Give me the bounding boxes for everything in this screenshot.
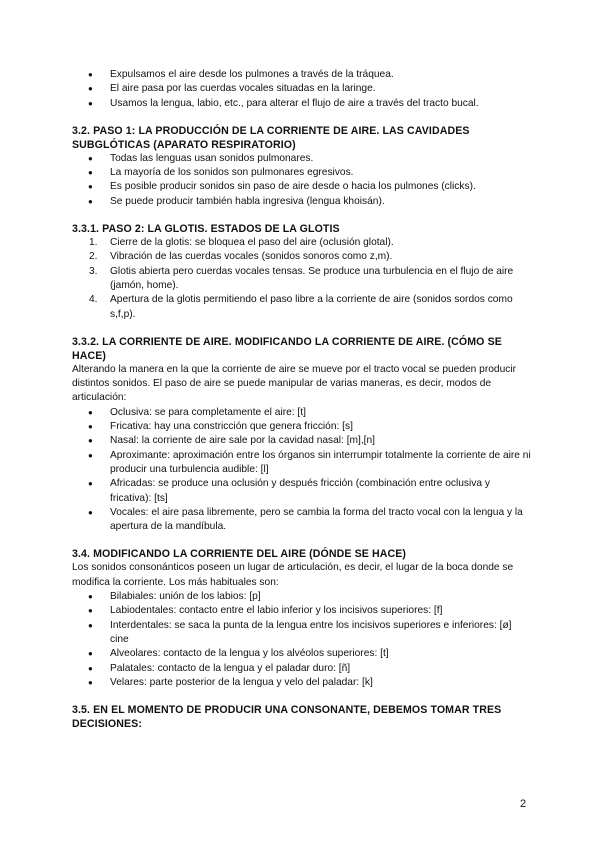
- section-heading-3-2: 3.2. PASO 1: LA PRODUCCIÓN DE LA CORRIENTE DE AIRE. LAS CAVIDADES SUBGLÓTICAS (APARATO RESPIRATORIO): [72, 124, 470, 151]
- list-item-text: Cierre de la glotis: se bloquea el paso del aire (oclusión glotal).: [110, 237, 394, 249]
- list-item: ● Oclusiva: se para completamente el aire: [t]: [72, 406, 532, 420]
- list-item: ● Labiodentales: contacto entre el labio inferior y los incisivos superiores: [f]: [72, 604, 532, 618]
- list-item: ● Interdentales: se saca la punta de la lengua entre los incisivos superiores e inferiores: [ø] cine: [72, 619, 532, 648]
- section-heading-3-3-2: 3.3.2. LA CORRIENTE DE AIRE. MODIFICANDO LA CORRIENTE DE AIRE. (CÓMO SE HACE): [72, 335, 502, 362]
- list-item: ● Fricativa: hay una constricción que genera fricción: [s]: [72, 420, 532, 434]
- section-heading-3-5: 3.5. EN EL MOMENTO DE PRODUCIR UNA CONSONANTE, DEBEMOS TOMAR TRES DECISIONES:: [72, 704, 502, 731]
- list-item: ● Alveolares: contacto de la lengua y los alvéolos superiores: [t]: [72, 647, 532, 661]
- list-item: ● Es posible producir sonidos sin paso de aire desde o hacia los pulmones (clicks).: [72, 180, 532, 194]
- list-item: ● Expulsamos el aire desde los pulmones a través de la tráquea.: [72, 68, 532, 82]
- list-item-text: Apertura de la glotis permitiendo el paso libre a la corriente de aire (sonidos sordos como s,f,p).: [110, 294, 513, 320]
- list-item: ● Palatales: contacto de la lengua y el paladar duro: [ñ]: [72, 662, 532, 676]
- section-heading-3-4: 3.4. MODIFICANDO LA CORRIENTE DEL AIRE (DÓNDE SE HACE): [72, 548, 407, 561]
- list-item: [72, 293, 532, 322]
- list-number: 4.: [89, 294, 98, 306]
- section-3-3-2-paragraph: Alterando la manera en la que la corriente de aire se mueve por el tracto vocal se pueden producir distintos sonidos. El paso de aire se puede manipular de varias maneras, es decir, modos de articulación:: [72, 363, 516, 404]
- list-item: ● Bilabiales: unión de los labios: [p]: [72, 590, 532, 604]
- section-3-2-bullet-list: [72, 152, 532, 209]
- list-item: ● Velares: parte posterior de la lengua y velo del paladar: [k]: [72, 676, 532, 690]
- list-item-text: Vibración de las cuerdas vocales (sonidos sonoros como z,m).: [110, 251, 393, 263]
- list-item: [72, 265, 532, 294]
- page-number: 2: [520, 798, 527, 810]
- list-item: ● Se puede producir también habla ingresiva (lengua khoisán).: [72, 195, 532, 209]
- list-item: ● El aire pasa por las cuerdas vocales situadas en la laringe.: [72, 82, 532, 96]
- list-item: [72, 250, 532, 264]
- list-item: ● Todas las lenguas usan sonidos pulmonares.: [72, 152, 532, 166]
- list-number: 2.: [89, 251, 98, 263]
- list-item-text: Glotis abierta pero cuerdas vocales tensas. Se produce una turbulencia en el flujo de aire (jamón, home).: [110, 265, 514, 291]
- page-content: [72, 68, 532, 731]
- section-3-4-bullet-list: [72, 590, 532, 690]
- list-item: ● Aproximante: aproximación entre los órganos sin interrumpir totalmente la corriente de aire ni producir una turbulencia audible: [l]: [72, 449, 532, 478]
- intro-bullet-list: [72, 68, 532, 111]
- section-heading-3-3-1: 3.3.1. PASO 2: LA GLOTIS. ESTADOS DE LA GLOTIS: [72, 223, 340, 236]
- list-item: ● Africadas: se produce una oclusión y después fricción (combinación entre oclusiva y fricativa): [ts]: [72, 477, 532, 506]
- section-3-4-paragraph: Los sonidos consonánticos poseen un lugar de articulación, es decir, el lugar de la boca donde se modifica la corriente. Los más habituales son:: [72, 562, 514, 588]
- list-item: ● Nasal: la corriente de aire sale por la cavidad nasal: [m],[n]: [72, 434, 532, 448]
- list-item: ● Vocales: el aire pasa libremente, pero se cambia la forma del tracto vocal con la lengua y la apertura de la mandíbula.: [72, 506, 532, 535]
- list-item: ● La mayoría de los sonidos son pulmonares egresivos.: [72, 166, 532, 180]
- section-3-3-2-bullet-list: [72, 406, 532, 535]
- list-item: [72, 236, 532, 250]
- list-number: 1.: [89, 237, 98, 249]
- list-item: ● Usamos la lengua, labio, etc., para alterar el flujo de aire a través del tracto bucal.: [72, 97, 532, 111]
- section-3-3-1-numbered-list: [72, 236, 532, 322]
- list-number: 3.: [89, 265, 98, 277]
